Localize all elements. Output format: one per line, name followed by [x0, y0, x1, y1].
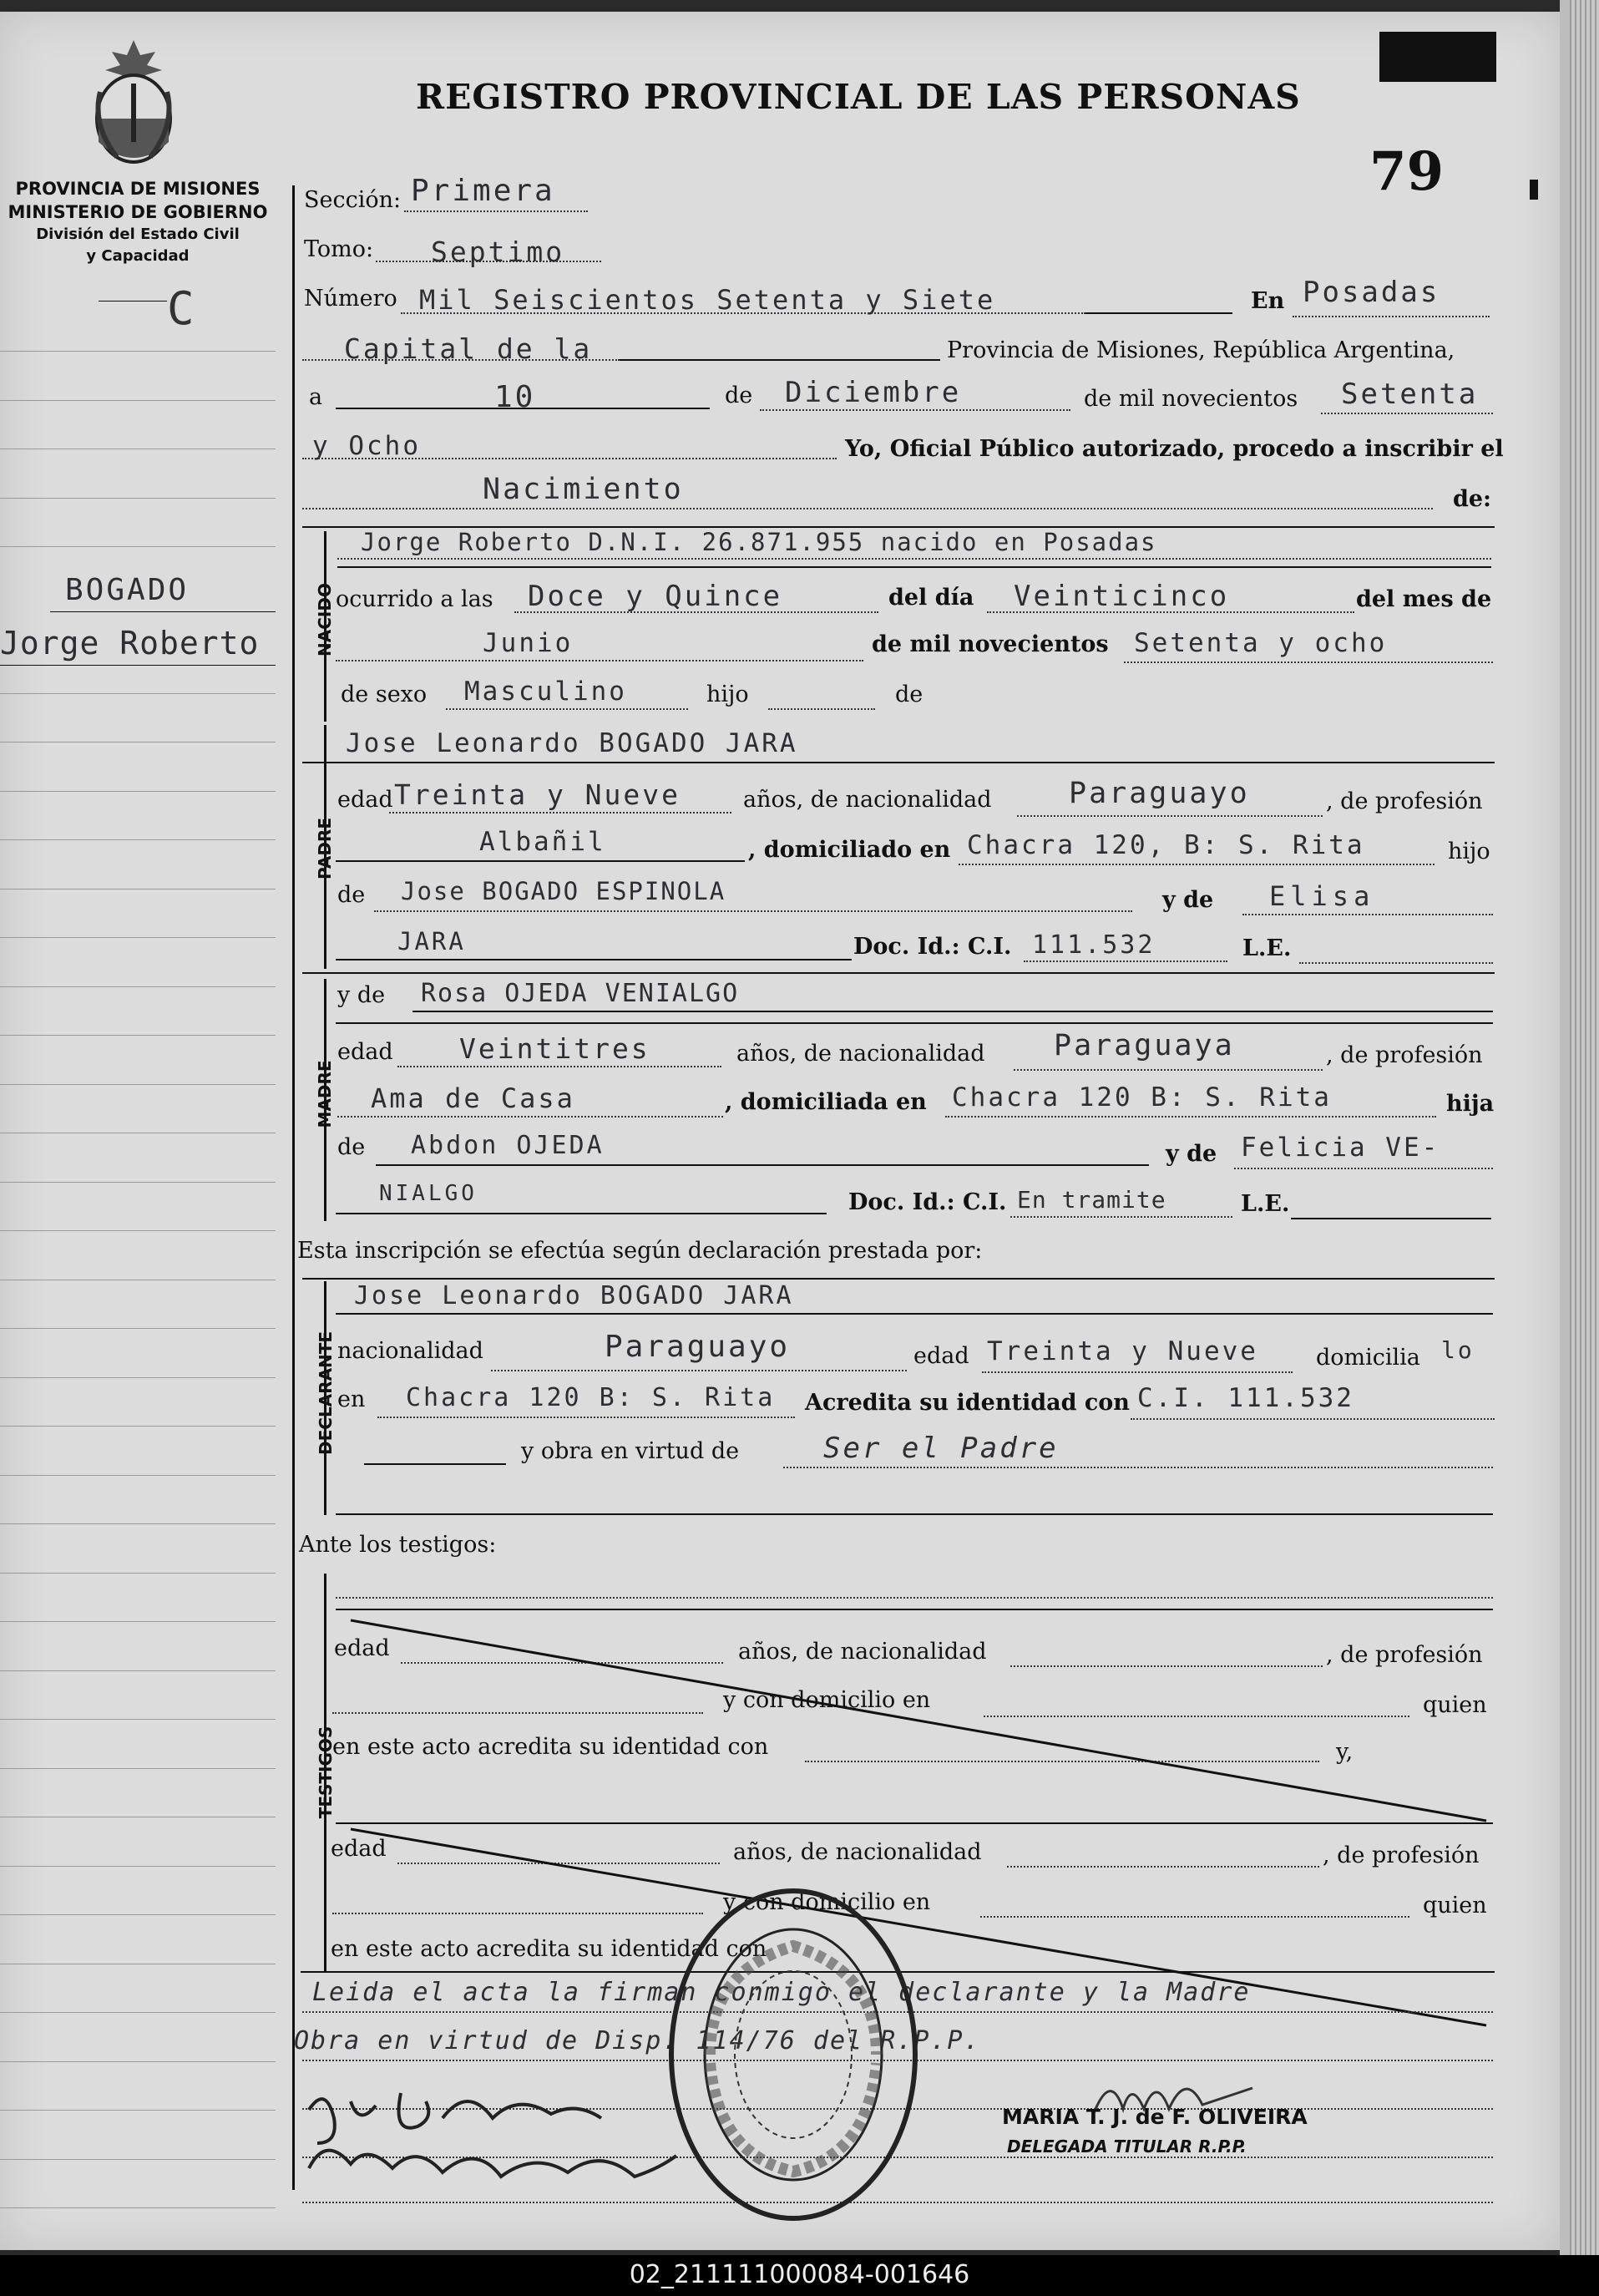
declarante-acredita-line: [1131, 1418, 1495, 1420]
official-name: MARIA T. J. de F. OLIVEIRA: [1002, 2105, 1308, 2129]
margin-rule-line: [0, 546, 276, 547]
madre-le-line: [1291, 1218, 1491, 1219]
madre-profesion-line: [337, 1116, 723, 1118]
province-line: PROVINCIA DE MISIONES: [15, 179, 261, 199]
testigo2-anos-text: años, de nacionalidad: [733, 1839, 982, 1865]
margin-rule-line: [0, 2012, 276, 2013]
division-line: División del Estado Civil: [36, 226, 240, 243]
madre-nacionalidad-line: [1014, 1069, 1323, 1071]
testigo2-profesion-label: , de profesión: [1323, 1842, 1480, 1868]
margin-names-rule: [0, 665, 276, 666]
testigo1-quien-label: quien: [1423, 1692, 1487, 1718]
heading-underline: [99, 301, 167, 302]
abuela-paterna-value-2[interactable]: JARA: [397, 927, 466, 955]
abuela-materna-line: [1234, 1168, 1493, 1169]
capacity-line: y Capacidad: [86, 247, 190, 265]
capital-value[interactable]: Capital de la: [344, 332, 593, 365]
declarante-intro-text: Esta inscripción se efectúa según declaración prestada por:: [297, 1238, 983, 1264]
seccion-label: Sección:: [304, 187, 402, 213]
closing-reading-note: Leida el acta la firman conmigo el declarante y la Madre: [312, 1978, 1251, 2007]
nacido-year-value[interactable]: Setenta y ocho: [1134, 628, 1388, 658]
padre-edad-label: edad: [337, 787, 393, 813]
margin-rule-line: [0, 1523, 276, 1524]
sexo-value[interactable]: Masculino: [464, 677, 627, 707]
madre-doc-label: Doc. Id.: C.I.: [848, 1189, 1007, 1215]
declarante-nacionalidad-value[interactable]: Paraguayo: [605, 1330, 791, 1364]
coat-of-arms-emblem: [83, 33, 184, 171]
margin-rule-line: [0, 1035, 276, 1036]
abuelo-materno-value[interactable]: Abdon OJEDA: [411, 1131, 605, 1160]
abuela-paterna-line-2: [336, 959, 852, 960]
nacido-section-label: NACIDO: [315, 583, 335, 656]
en-line: [1293, 316, 1490, 317]
madre-edad-line: [397, 1066, 721, 1067]
hijo-de-label: de: [895, 682, 923, 707]
padre-domicilio-label: , domiciliado en: [748, 837, 951, 863]
testigo2-edad-label: edad: [331, 1836, 387, 1862]
register-title: REGISTRO PROVINCIAL DE LAS PERSONAS: [416, 77, 1301, 117]
hijo-line: [768, 708, 875, 710]
madre-profesion-label: , de profesión: [1326, 1042, 1483, 1068]
declarante-name-line: [336, 1313, 1493, 1315]
page-stack-edge: [1570, 0, 1599, 2255]
declarante-nacionalidad-label: nacionalidad: [337, 1338, 483, 1364]
margin-rule-line: [0, 839, 276, 840]
margin-rule-line: [0, 1084, 276, 1085]
padre-domicilio-line: [959, 864, 1435, 865]
ocurrido-label: ocurrido a las: [336, 586, 493, 612]
madre-hija-label: hija: [1446, 1091, 1495, 1117]
year-text: de mil novecientos: [1084, 386, 1298, 412]
year-value-part1[interactable]: Setenta: [1341, 378, 1479, 411]
hora-value[interactable]: Doce y Quince: [528, 580, 783, 613]
madre-domicilio-value[interactable]: Chacra 120 B: S. Rita: [952, 1082, 1332, 1113]
testigo1-edad-label: edad: [334, 1635, 390, 1661]
margin-rule-line: [0, 1914, 276, 1915]
del-mes-label: del mes de: [1356, 586, 1492, 612]
en-value[interactable]: Posadas: [1303, 276, 1440, 309]
margin-rule-line: [0, 1182, 276, 1183]
declarante-edad-value[interactable]: Treinta y Nueve: [987, 1336, 1258, 1366]
margin-rule-line: [0, 986, 276, 987]
margin-rule-line: [0, 791, 276, 792]
declarante-name-value[interactable]: Jose Leonardo BOGADO JARA: [354, 1281, 794, 1310]
hora-line: [514, 611, 878, 613]
padre-top-rule: [302, 762, 1495, 763]
madre-name-value[interactable]: Rosa OJEDA VENIALGO: [421, 979, 740, 1008]
margin-rule-line: [0, 498, 276, 499]
testigo1-profesion-label: , de profesión: [1326, 1642, 1483, 1668]
nacido-year-text: de mil novecientos: [872, 631, 1109, 657]
declarante-edad-line: [982, 1371, 1293, 1373]
ministry-line: MINISTERIO DE GOBIERNO: [8, 202, 268, 222]
madre-domicilio-line: [945, 1116, 1436, 1118]
declarante-acredita-label: Acredita su identidad con: [805, 1390, 1130, 1416]
en-label: En: [1251, 288, 1285, 314]
margin-rule-line: [0, 400, 276, 401]
numero-line: [401, 312, 1085, 314]
margin-rule-line: [0, 1573, 276, 1574]
padre-y-de-label: y de: [1162, 887, 1214, 913]
redaction-block: [1379, 32, 1496, 82]
margin-rule-line: [0, 1621, 276, 1622]
tomo-line: [376, 261, 601, 262]
official-seal-stamp: [660, 1879, 927, 2230]
declarante-top-rule: [302, 1278, 1495, 1280]
nacido-name-line: [337, 558, 1491, 560]
declarante-section-label: DECLARANTE: [316, 1330, 336, 1455]
oficial-text: Yo, Oficial Público autorizado, procedo a inscribir el: [845, 436, 1504, 462]
numero-value[interactable]: Mil Seiscientos Setenta y Siete: [419, 284, 996, 316]
madre-section-label: MADRE: [315, 1060, 335, 1128]
a-label: a: [309, 384, 323, 410]
sexo-line: [446, 708, 688, 710]
tomo-label: Tomo:: [304, 236, 374, 262]
nacido-year-line: [1124, 661, 1493, 663]
seccion-line: [404, 210, 588, 212]
testigo1-anos-text: años, de nacionalidad: [738, 1639, 987, 1665]
day-value[interactable]: 10: [494, 380, 536, 414]
madre-le-label: L.E.: [1241, 1191, 1290, 1217]
main-left-border: [292, 185, 295, 2190]
margin-rule-line: [0, 1670, 276, 1671]
year-line-2: [302, 458, 837, 459]
declarante-acredita-value[interactable]: C.I. 111.532: [1137, 1383, 1354, 1413]
madre-edad-value[interactable]: Veintitres: [459, 1032, 650, 1065]
year-value-part2[interactable]: y Ocho: [312, 431, 421, 461]
padre-nacionalidad-line: [1017, 815, 1323, 817]
declarante-domicilia-label: domicilia: [1316, 1345, 1420, 1371]
madre-y-de-label: y de: [337, 982, 386, 1008]
declarante-edad-label: edad: [913, 1343, 969, 1369]
testigo2-domicilio-label: y con domicilio en: [723, 1889, 931, 1915]
margin-rule-line: [0, 1230, 276, 1231]
madre-edad-label: edad: [337, 1039, 393, 1065]
padre-doc-label: Doc. Id.: C.I.: [853, 934, 1012, 960]
declarante-en-label: en: [337, 1386, 366, 1412]
declarante-en-value[interactable]: Chacra 120 B: S. Rita: [406, 1383, 776, 1412]
numero-label: Número: [304, 286, 397, 312]
madre-de-label: de: [337, 1134, 366, 1160]
padre-profesion-line: [336, 860, 745, 862]
madre-name-rule: [336, 1022, 1493, 1024]
seccion-value[interactable]: Primera: [411, 174, 555, 208]
padre-le-label: L.E.: [1242, 935, 1292, 961]
margin-rule-line: [0, 2207, 276, 2208]
month-line: [760, 409, 1070, 411]
declarante-obra-label: y obra en virtud de: [521, 1438, 740, 1464]
padre-le-line: [1299, 962, 1493, 964]
nacido-name-value[interactable]: Jorge Roberto D.N.I. 26.871.955 nacido en Posadas: [361, 528, 1157, 556]
margin-given-names: Jorge Roberto: [0, 625, 260, 661]
padre-name-value[interactable]: Jose Leonardo BOGADO JARA: [346, 728, 798, 758]
padre-edad-value[interactable]: Treinta y Nueve: [394, 778, 681, 811]
margin-rule-line: [0, 1426, 276, 1427]
testigo1-acredita-text: en este acto acredita su identidad con: [332, 1734, 769, 1760]
dia-value[interactable]: Veinticinco: [1014, 580, 1230, 613]
testigos-intro-text: Ante los testigos:: [299, 1532, 497, 1558]
del-dia-label: del día: [888, 585, 974, 611]
declarante-nacionalidad-line: [491, 1370, 907, 1371]
hijo-label: hijo: [706, 682, 749, 707]
margin-rule-line: [0, 1475, 276, 1476]
margin-rule-line: [0, 2061, 276, 2062]
madre-profesion-value[interactable]: Ama de Casa: [371, 1082, 575, 1114]
abuela-materna-line-2: [336, 1213, 827, 1214]
closing-disposition-note: Obra en virtud de Disp. 114/76 del R.P.P.: [294, 2026, 981, 2055]
margin-rule-line: [0, 742, 276, 743]
testigo1-domicilio-label: y con domicilio en: [723, 1687, 931, 1713]
padre-bottom-rule: [302, 972, 1495, 974]
madre-doc-line: [1010, 1216, 1232, 1218]
padre-doc-value[interactable]: 111.532: [1032, 930, 1156, 960]
issuing-authority: [0, 177, 276, 267]
nacido-name-rule: [337, 566, 1491, 568]
acta-line: [302, 508, 1433, 509]
year-line: [1321, 413, 1493, 414]
madre-domicilio-label: , domiciliada en: [725, 1089, 927, 1115]
margin-rule-line: [0, 693, 276, 694]
provincia-text: Provincia de Misiones, República Argentina,: [947, 337, 1455, 363]
padre-hijo-label: hijo: [1448, 839, 1490, 864]
declarante-obra-prefix-line: [364, 1463, 506, 1465]
margin-rule-line: [0, 2159, 276, 2160]
month-value[interactable]: Diciembre: [785, 376, 962, 409]
padre-de-label: de: [337, 882, 366, 908]
margin-rule-line: [0, 1866, 276, 1867]
margin-rule-line: [0, 351, 276, 352]
madre-y-de-label-2: y de: [1166, 1141, 1217, 1167]
declarante-obra-value[interactable]: Ser el Padre: [823, 1432, 1059, 1465]
margin-rule-line: [0, 1377, 276, 1378]
abuela-paterna-line: [1242, 914, 1493, 915]
marginal-mark: C: [167, 282, 197, 335]
padre-section-label: PADRE: [315, 818, 335, 879]
capital-line: [302, 359, 620, 361]
tomo-value[interactable]: Septimo: [431, 236, 565, 268]
padre-edad-line: [389, 812, 731, 813]
madre-doc-value[interactable]: En tramite: [1017, 1186, 1166, 1214]
corner-mark: [1530, 180, 1538, 200]
abuelo-paterno-line: [374, 910, 1132, 912]
margin-surname: BOGADO: [65, 573, 190, 607]
abuelo-materno-line: [376, 1164, 1149, 1166]
page-number: 79: [1369, 140, 1445, 203]
padre-profesion-value[interactable]: Albañil: [479, 827, 606, 857]
madre-name-line: [412, 1011, 1493, 1012]
testigo1-y-label: y,: [1336, 1739, 1354, 1765]
de-label: de: [725, 383, 753, 408]
capital-line-end: [620, 359, 940, 361]
scan-image-id: 02_211111000084-001646: [629, 2260, 970, 2289]
de-colon-label: de:: [1453, 486, 1492, 512]
declarante-obra-line: [783, 1467, 1493, 1468]
margin-rule-line: [0, 2110, 276, 2111]
margin-rule-line: [0, 1768, 276, 1769]
testigo1-name-line: [336, 1597, 1493, 1599]
declarante-en-line: [377, 1417, 795, 1418]
testigo2-acredita-text: en este acto acredita su identidad con: [331, 1936, 767, 1962]
margin-rule-line: [0, 889, 276, 890]
margin-rule-line: [0, 1328, 276, 1329]
mes-value[interactable]: Junio: [483, 628, 574, 658]
declarante-bottom-rule: [336, 1513, 1493, 1515]
margin-rule-line: [0, 1719, 276, 1720]
testigo2-quien-label: quien: [1423, 1893, 1487, 1918]
abuelo-paterno-value[interactable]: Jose BOGADO ESPINOLA: [401, 877, 726, 905]
testigos-section-label: TESTIGOS: [316, 1726, 336, 1819]
padre-anos-text: años, de nacionalidad: [743, 787, 992, 813]
official-title: DELEGADA TITULAR R.P.P.: [1007, 2136, 1247, 2157]
padre-doc-line: [1024, 960, 1227, 962]
mes-line: [336, 660, 863, 661]
madre-nacionalidad-value[interactable]: Paraguaya: [1054, 1029, 1235, 1062]
margin-rule-line: [0, 937, 276, 938]
abuela-materna-value-1[interactable]: Felicia VE-: [1241, 1133, 1440, 1163]
abuela-materna-value-2[interactable]: NIALGO: [379, 1181, 478, 1206]
declarante-domicilia-value[interactable]: lo: [1441, 1336, 1475, 1364]
acta-type-value[interactable]: Nacimiento: [483, 473, 684, 506]
abuela-paterna-value-1[interactable]: Elisa: [1269, 880, 1375, 912]
padre-nacionalidad-value[interactable]: Paraguayo: [1069, 777, 1250, 810]
party-signatures: [301, 2068, 685, 2193]
padre-profesion-label: , de profesión: [1326, 788, 1483, 814]
margin-surname-rule: [50, 611, 276, 612]
dia-line: [987, 611, 1354, 613]
sexo-label: de sexo: [341, 682, 428, 707]
numero-line-end: [1085, 312, 1232, 314]
madre-anos-text: años, de nacionalidad: [736, 1041, 985, 1067]
padre-domicilio-value[interactable]: Chacra 120, B: S. Rita: [967, 830, 1365, 860]
